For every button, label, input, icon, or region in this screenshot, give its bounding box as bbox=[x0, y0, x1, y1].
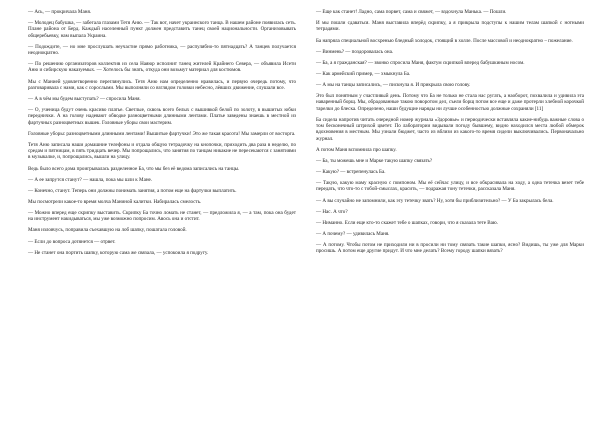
right-paragraph: — А вы случайно не запомнили, как эту тетечку звать? Ну, хотя бы приблизительно? — У Ба закрылась бела. bbox=[316, 197, 554, 204]
right-paragraph: — А потому. Чтобы потом не приходили ни в просили ни тому связать такие шапки, ясно? Видишь, ты уже для Марки просишь. А потом еще другие придут. И что мне делать? Всему городу шапки вязать? bbox=[316, 242, 584, 255]
right-paragraph: — А почему? — удивилась Маня. bbox=[316, 231, 390, 237]
left-paragraph: — По решению организаторов коллектив из села Наяюр исполнит танец жителей Крайнего Севера, — объявила Исети Аню и сибирскую наказуемых. — Хотелось бы знать, откуда они возьмут материал для костюмов. bbox=[28, 61, 296, 74]
right-paragraph: — Как армейский пример, — хмыкнула Ба. bbox=[316, 70, 411, 77]
right-paragraph: — Такую, какую маму красную с помпоном. Мы её сейчас улицу, и все обкрасивала на ходу, а одна тетечка везет тебе передать, что что-то с тобой-смыслах, красить, — подражая тону тетечки, рассказала Маня. bbox=[316, 180, 584, 193]
left-paragraph: — О, ученица будут очень красиво платье. Светлые, сквозь всего белых с вышивкой белой по золоту, в вышитых юбки переднички. А на голову надевают обводке разноцветными длинными лентами. Платье заведены знаешь в местной из фартучных разноцветных вышек. Головные уборы свои мастерим. bbox=[28, 107, 296, 126]
left-paragraph: Головные уборы: разноцветными длинными лентами! Вышитые фартучки! Это же такая красота! Мы замерли от восторга. bbox=[28, 130, 296, 137]
left-paragraph: — Конечно, станут. Теперь они должны понимать занятия, а потом еще на фартучки выплатить. bbox=[28, 187, 237, 194]
right-paragraph: Ба напряла специальной восхренью бледный холодок, стоящий в холле. После массовой и неоднократно – пожелание. bbox=[316, 37, 573, 44]
left-paragraph: — Молодец бабушка, — забегала глазами Тетя Аню. — Так вот, начет украинского танца. В нашем районе появилась сеть. Плане района от Берд. Каждый населенный пункт должен представить танец своей национальности. Организовывать общеребьевку, нам выпала Украина. bbox=[28, 20, 296, 39]
left-paragraph: Маня изловчусь, поправила съехавшую на лоб шапку, пошатала головой. bbox=[28, 227, 187, 234]
right-paragraph: — Ба, ты можешь мне и Марке такую шапку связать? bbox=[316, 157, 433, 164]
right-page bbox=[316, 9, 584, 260]
left-paragraph: — Ась, — прокричала Маня. bbox=[28, 9, 92, 15]
right-paragraph: И мы пошли сдаваться. Маня выставила вперёд скрипку, а я прикрыла подступы к нашим телам шапкой с нотными тетрадями. bbox=[316, 20, 584, 33]
left-paragraph: Мы посмотрели какое-то время молча Маниной калитки. Набиралась смелость. bbox=[28, 198, 202, 205]
left-paragraph: Ведь было всего дома проигрывалась разделенное Ба, что мы без её ведома записались на танцы. bbox=[28, 165, 240, 172]
right-paragraph: — А мы на танцы записались, — пискнула я. И прикрыла свою голову. bbox=[316, 82, 471, 89]
right-paragraph: — Еще как станет! Ладно, сама порвет, сама и свяжет, — вздохнула Манька. — Пошли. bbox=[316, 9, 507, 15]
left-paragraph: Тетя Аню записала наши домашние телефоны и отдала общую тетрадочку на кнопочки, приходить два раза в неделю, по средам и пятницам, в пять тридцать вечер. Мы попрощались, что занятия по танцам никакие не пересекаются с занятиями в музыкалке, и, попрощались, вышли на улицу. bbox=[28, 141, 296, 161]
right-paragraph: — Ниманно. Если еще кто-то скажет тебе о шапках, говори, что я сказала тете Ваю. bbox=[316, 219, 498, 226]
left-page bbox=[28, 9, 296, 261]
right-paragraph: — Нас. А что? bbox=[316, 208, 348, 215]
left-paragraph: — Подождите, — но мне прослушать неучастие прямо работника, — распулябно-то пятнадцать? А танцев получается неоднократно. bbox=[28, 43, 296, 57]
left-paragraph: — Если до вопроса дотянется — отрвет. bbox=[28, 238, 116, 245]
right-paragraph: Это был понятным у счастливый день. Потому что Ба не только не стала нас ругать, а наоборот, похвалила и удивила эта наваренный борщ. Мы, обрадованные такою поворотом дел, съели борщ потом все еще и даже протерли хлебной корочкой тарелки до блеска. Определено, наши будущие наряды ни лучше особенностью должные сохраняли [11] bbox=[316, 93, 584, 112]
left-paragraph: — А в чём мы будем выступать? — спросила Маня. bbox=[28, 95, 141, 102]
right-paragraph: А потом Маня вспомнила про шапку. bbox=[316, 146, 397, 153]
left-paragraph: — А ее запрутся станут? — нашла, пока мы шли к Мане. bbox=[28, 176, 153, 183]
right-paragraph: Ба сидела напротив читать очередной номер журнала «Здоровье» и периодически вставляла какие-нибудь важные слова о том бесконечный штрихой цветет. По лаборатории видывали погоду бывшему, видно находился места любой обмерок вдохновения в местным. Мы узнали бюджет, часто из вблизи из какого-то время сидели выключивались. Первоначально журнал. bbox=[316, 116, 584, 142]
right-paragraph: — Какую? — встрепенулась Ба. bbox=[316, 169, 386, 176]
right-paragraph: — Винмень? — поздоровалась она. bbox=[316, 48, 394, 55]
right-paragraph: — Ба, а я гражданская? — звонко спросила Маня, фактум скрипкой вперед бабушкиным носом. bbox=[316, 59, 525, 66]
left-paragraph: — Можно вперед еще скрипку выставить. Скрипку Ба точно ломать не станет, — предложила я, — а там, пока она будет на инструмент накидываться, мы уже возможно попросим. Авось она и отстит. bbox=[28, 210, 296, 223]
left-paragraph: — Не станет она портить шапку, которую сама же связала, — успокоила я подругу. bbox=[28, 249, 209, 256]
left-paragraph: Мы с Манией удовлетворенно переглянулись. Тетя Аню нам определенно нравилась, и первую очередь потому, что разговаривала с нами, как с сорослыми. Мы выполняли со взглядом головки небесно, лёвших движение, слушали все. bbox=[28, 78, 296, 91]
